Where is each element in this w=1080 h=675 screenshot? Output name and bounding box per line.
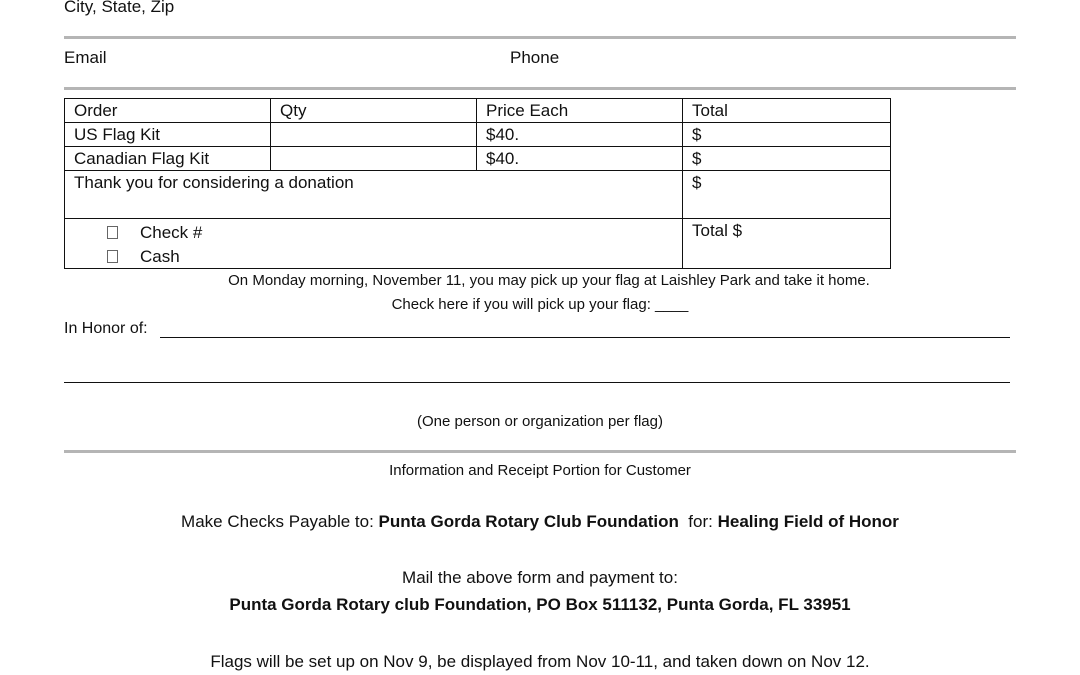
honor-note: (One person or organization per flag) [417, 413, 663, 430]
schedule-note: Flags will be set up on Nov 9, be displayed from Nov 10-11, and taken down on Nov 12. [210, 652, 870, 671]
cash-option[interactable] [74, 244, 673, 268]
order-table [64, 98, 891, 269]
table-row [65, 147, 891, 171]
total-column-header: Total [683, 99, 891, 123]
cash-option-label: Cash [140, 246, 180, 266]
donation-total-cell[interactable]: $ [683, 171, 891, 219]
cash-checkbox[interactable] [107, 250, 118, 263]
grand-total-cell[interactable]: Total $ [683, 219, 891, 269]
phone-label: Phone [510, 48, 560, 67]
payment-method-cell [65, 219, 683, 269]
order-cell: US Flag Kit [65, 123, 271, 147]
donation-row [65, 171, 891, 219]
check-option[interactable] [74, 220, 673, 244]
payment-row [65, 219, 891, 269]
qty-cell[interactable] [271, 147, 477, 171]
check-option-label: Check # [140, 222, 203, 242]
payable-for-prefix: for: [678, 512, 718, 531]
total-cell[interactable]: $ [683, 147, 891, 171]
price-cell: $40. [477, 123, 683, 147]
receipt-heading: Information and Receipt Portion for Customer [389, 462, 691, 479]
donation-label: Thank you for considering a donation [65, 171, 683, 219]
qty-cell[interactable] [271, 123, 477, 147]
in-honor-of-second-line[interactable] [64, 382, 1010, 383]
email-phone-divider [64, 87, 1016, 90]
in-honor-of-label: In Honor of: [64, 320, 148, 337]
mail-address: Punta Gorda Rotary club Foundation, PO Box 511132, Punta Gorda, FL 33951 [229, 595, 851, 614]
pickup-notice: On Monday morning, November 11, you may pick up your flag at Laishley Park and take it home. [228, 272, 870, 289]
price-cell: $40. [477, 147, 683, 171]
qty-column-header: Qty [271, 99, 477, 123]
city-state-zip-label: City, State, Zip [64, 0, 175, 16]
receipt-divider [64, 450, 1016, 453]
price-each-column-header: Price Each [477, 99, 683, 123]
order-column-header: Order [65, 99, 271, 123]
payable-org: Punta Gorda Rotary Club Foundation [378, 512, 679, 531]
in-honor-of-line[interactable] [160, 337, 1010, 338]
city-state-zip-divider [64, 36, 1016, 39]
total-cell[interactable]: $ [683, 123, 891, 147]
table-row [65, 123, 891, 147]
order-cell: Canadian Flag Kit [65, 147, 271, 171]
payable-for: Healing Field of Honor [717, 512, 899, 531]
email-label: Email [64, 48, 107, 67]
pickup-check-line[interactable]: Check here if you will pick up your flag: ____ [391, 296, 689, 313]
payable-line [0, 512, 1080, 532]
payable-prefix: Make Checks Payable to: [181, 512, 379, 531]
check-checkbox[interactable] [107, 226, 118, 239]
mail-label: Mail the above form and payment to: [402, 568, 678, 587]
order-table-header-row [65, 99, 891, 123]
